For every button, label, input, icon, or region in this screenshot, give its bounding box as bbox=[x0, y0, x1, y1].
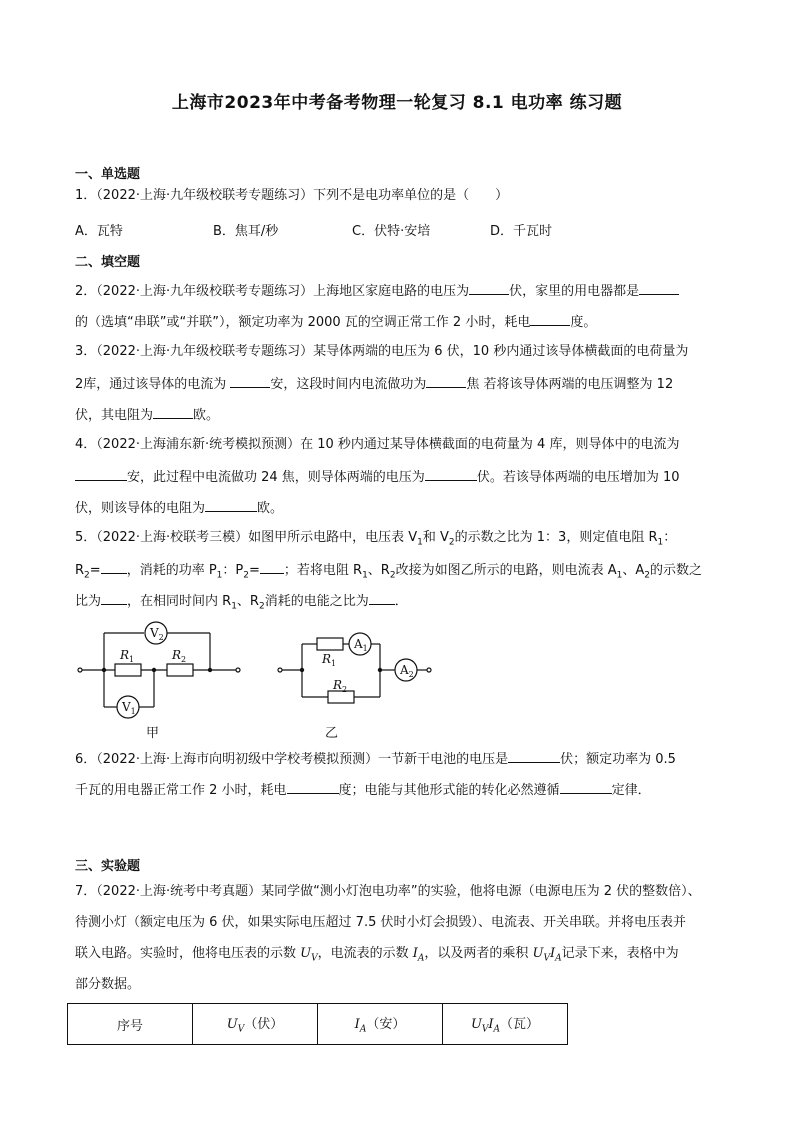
question-1-option-b: B．焦耳/秒 bbox=[213, 224, 279, 239]
figure-caption-yi: 乙 bbox=[325, 726, 339, 741]
subscript: A bbox=[417, 953, 425, 964]
symbol-i: I bbox=[550, 946, 556, 961]
subscript: A bbox=[555, 953, 562, 964]
question-4-text-d: 伏，则该导体的电阻为 bbox=[75, 501, 206, 516]
answer-blank[interactable] bbox=[560, 781, 612, 794]
answer-blank[interactable] bbox=[205, 499, 257, 512]
data-table bbox=[67, 1003, 568, 1045]
subscript: 1 bbox=[362, 570, 368, 581]
symbol-i: I bbox=[412, 946, 418, 961]
answer-blank[interactable] bbox=[426, 375, 466, 388]
question-6-line-1 bbox=[75, 750, 676, 768]
question-3-text-e: 伏，其电阻为 bbox=[75, 408, 154, 423]
question-2-line-2 bbox=[75, 313, 596, 331]
question-5-text: 、A bbox=[622, 563, 645, 578]
question-5-text: 消耗的电能之比为 bbox=[264, 594, 369, 609]
symbol-u: U bbox=[532, 946, 544, 961]
subscript: 2 bbox=[84, 570, 90, 581]
question-7-line-1: 7．（2022·上海·统考中考真题）某同学做“测小灯泡电功率”的实验，他将电源（电源电压为 2 伏的整数倍）、 bbox=[75, 884, 701, 899]
question-3-text-f: 欧。 bbox=[193, 408, 220, 423]
table-header-voltage bbox=[193, 1004, 318, 1045]
question-7-text: ，以及两者的乘积 bbox=[424, 946, 533, 961]
question-6-text: 度；电能与其他形式能的转化必然遵循 bbox=[338, 783, 560, 798]
terminal bbox=[278, 668, 282, 672]
symbol-i: I bbox=[488, 1017, 494, 1033]
question-3-text-b: 2库，通过该导体的电流为 bbox=[75, 377, 231, 392]
question-5-text: ，在相同时间内 R bbox=[127, 594, 232, 609]
answer-blank[interactable] bbox=[287, 781, 339, 794]
resistor-r1-parallel bbox=[317, 638, 343, 650]
subscript: V bbox=[481, 1024, 489, 1035]
resistor-r1-label: $R_1$ bbox=[120, 648, 135, 664]
question-5-text: = bbox=[248, 563, 260, 578]
answer-blank[interactable] bbox=[75, 468, 127, 481]
subscript: 2 bbox=[258, 601, 265, 612]
question-5-line-2 bbox=[75, 561, 702, 584]
question-2-text-a: 2．（2022·上海·九年级校联考专题练习）上海地区家庭电路的电压为 bbox=[75, 284, 470, 299]
question-5-text: 、R bbox=[236, 594, 259, 609]
question-6-text: 伏；额定功率为 0.5 bbox=[560, 752, 676, 767]
question-3-line-3 bbox=[75, 406, 219, 424]
answer-blank[interactable] bbox=[369, 592, 395, 605]
voltmeter-v2-label: $V_2$ bbox=[150, 626, 164, 642]
question-5-text: 改接为如图乙所示的电路，则电流表 A bbox=[395, 563, 617, 578]
question-5-text: ：P bbox=[222, 563, 244, 578]
question-5-text: 的示数之 bbox=[649, 563, 702, 578]
subscript: 2 bbox=[243, 570, 249, 581]
symbol-u: U bbox=[470, 1017, 482, 1033]
subscript: 1 bbox=[657, 537, 664, 548]
answer-blank[interactable] bbox=[530, 313, 570, 326]
question-4-line-1: 4．（2022·上海浦东新·统考模拟预测）在 10 秒内通过某导体横截面的电荷量为 4 库，则导体中的电流为 bbox=[75, 437, 680, 452]
answer-blank[interactable] bbox=[230, 375, 270, 388]
question-5-text: ，消耗的功率 P bbox=[126, 563, 217, 578]
question-4-text-b: 安，此过程中电流做功 24 焦，则导体两端的电压为 bbox=[127, 470, 425, 485]
question-5-text: = bbox=[89, 563, 101, 578]
question-7-text: ，电流表的示数 bbox=[317, 946, 413, 961]
question-4-line-2 bbox=[75, 468, 680, 486]
question-6-text: 6．（2022·上海·上海市向明初级中学校考模拟预测）一节新干电池的电压是 bbox=[75, 752, 509, 767]
subscript: V bbox=[311, 953, 318, 964]
table-header-index: 序号 bbox=[68, 1004, 193, 1045]
ammeter-a1-label: $A_1$ bbox=[354, 637, 368, 653]
question-7-line-3 bbox=[75, 946, 679, 967]
question-2-line-1 bbox=[75, 282, 679, 300]
section-heading-fill-blank: 二、填空题 bbox=[75, 255, 141, 270]
resistor-r2-parallel bbox=[328, 691, 354, 703]
terminal bbox=[236, 668, 240, 672]
question-6-text: 千瓦的用电器正常工作 2 小时，耗电 bbox=[75, 783, 287, 798]
resistor-r2-parallel-label: $R_2$ bbox=[333, 678, 348, 694]
answer-blank[interactable] bbox=[153, 406, 193, 419]
terminal bbox=[78, 668, 82, 672]
question-5-text: 和 V bbox=[422, 530, 449, 545]
question-5-text: 、R bbox=[367, 563, 390, 578]
question-5-text: 5．（2022·上海·校联考三模）如图甲所示电路中，电压表 V bbox=[75, 530, 418, 545]
subscript: 1 bbox=[231, 601, 237, 612]
resistor-r2 bbox=[167, 664, 193, 676]
symbol-u: U bbox=[300, 946, 312, 961]
question-7-text: 联入电路。实验时，他将电压表的示数 bbox=[75, 946, 301, 961]
question-7-text: 记录下来，表格中为 bbox=[561, 946, 679, 961]
question-5-text: ；若将电阻 R bbox=[283, 563, 363, 578]
question-1-stem: 1．（2022·上海·九年级校联考专题练习）下列不是电功率单位的是（ ） bbox=[75, 188, 509, 203]
subscript: A bbox=[493, 1024, 501, 1035]
table-header-current bbox=[318, 1004, 443, 1045]
question-3-line-1: 3．（2022·上海·九年级校联考专题练习）某导体两端的电压为 6 伏，10 秒内通过该导体横截面的电荷量为 bbox=[75, 344, 689, 359]
unit-label: （伏） bbox=[244, 1017, 284, 1033]
question-1-option-c: C．伏特·安培 bbox=[352, 224, 431, 239]
unit-label: （安） bbox=[366, 1017, 406, 1033]
question-3-text-d: 焦 若将该导体两端的电压调整为 12 bbox=[466, 377, 674, 392]
question-5-line-3 bbox=[75, 592, 408, 615]
section-heading-single-choice: 一、单选题 bbox=[75, 167, 141, 182]
terminal bbox=[427, 668, 431, 672]
question-7-line-4: 部分数据。 bbox=[75, 977, 141, 992]
table-header-power bbox=[443, 1004, 568, 1045]
question-4-text-e: 欧。 bbox=[257, 501, 284, 516]
figure-caption-jia: 甲 bbox=[146, 726, 160, 741]
ammeter-a2-label: $A_2$ bbox=[400, 663, 414, 679]
circuit-diagrams bbox=[70, 615, 450, 725]
unit-label: （瓦） bbox=[500, 1017, 540, 1033]
voltmeter-v1-label: $V_1$ bbox=[122, 700, 136, 716]
question-3-text-c: 安，这段时间内电流做功为 bbox=[270, 377, 427, 392]
resistor-r1-parallel-label: $R_1$ bbox=[322, 652, 337, 668]
question-2-text-b: 伏，家里的用电器都是 bbox=[509, 284, 640, 299]
answer-blank[interactable] bbox=[101, 592, 127, 605]
subscript: V bbox=[543, 953, 550, 964]
subscript: 1 bbox=[417, 537, 423, 548]
resistor-r2-label: $R_2$ bbox=[172, 648, 187, 664]
question-4-text-c: 伏。若该导体两端的电压增加为 10 bbox=[476, 470, 680, 485]
question-3-line-2 bbox=[75, 375, 673, 393]
resistor-r1 bbox=[115, 664, 141, 676]
answer-blank[interactable] bbox=[260, 561, 284, 574]
subscript: V bbox=[237, 1024, 245, 1035]
question-5-text: 的示数之比为 1：3，则定值电阻 R bbox=[454, 530, 658, 545]
question-1-option-a: A．瓦特 bbox=[75, 224, 123, 239]
answer-blank[interactable] bbox=[639, 282, 679, 295]
question-5-text: ： bbox=[663, 530, 677, 545]
question-1-option-d: D．千瓦时 bbox=[490, 224, 553, 239]
answer-blank[interactable] bbox=[508, 750, 560, 763]
subscript: 2 bbox=[644, 570, 650, 581]
question-5-line-1 bbox=[75, 530, 676, 551]
question-5-text: ． bbox=[394, 594, 408, 609]
question-7-line-2: 待测小灯（额定电压为 6 伏，如果实际电压超过 7.5 伏时小灯会损毁）、电流表、开关串联。并将电压表并 bbox=[75, 915, 686, 930]
table-header-row bbox=[68, 1004, 568, 1045]
answer-blank[interactable] bbox=[425, 468, 477, 481]
section-heading-experiment: 三、实验题 bbox=[75, 859, 141, 874]
page-title: 上海市2023年中考备考物理一轮复习 8.1 电功率 练习题 bbox=[171, 93, 623, 113]
symbol-u: U bbox=[226, 1017, 238, 1033]
question-6-text: 定律． bbox=[611, 783, 651, 798]
subscript: 2 bbox=[389, 570, 396, 581]
question-5-text: 比为 bbox=[75, 594, 102, 609]
question-5-text: R bbox=[75, 563, 85, 578]
symbol-i: I bbox=[354, 1017, 360, 1033]
subscript: 2 bbox=[448, 537, 455, 548]
question-2-text-c: 的（选填“串联”或“并联”），额定功率为 2000 瓦的空调正常工作 2 小时，耗电 bbox=[75, 315, 531, 330]
subscript: 1 bbox=[616, 570, 623, 581]
question-6-line-2 bbox=[75, 781, 651, 799]
question-4-line-3 bbox=[75, 499, 283, 517]
subscript: 1 bbox=[216, 570, 223, 581]
answer-blank[interactable] bbox=[469, 282, 509, 295]
question-2-text-d: 度。 bbox=[570, 315, 597, 330]
answer-blank[interactable] bbox=[101, 561, 127, 574]
subscript: A bbox=[359, 1024, 367, 1035]
